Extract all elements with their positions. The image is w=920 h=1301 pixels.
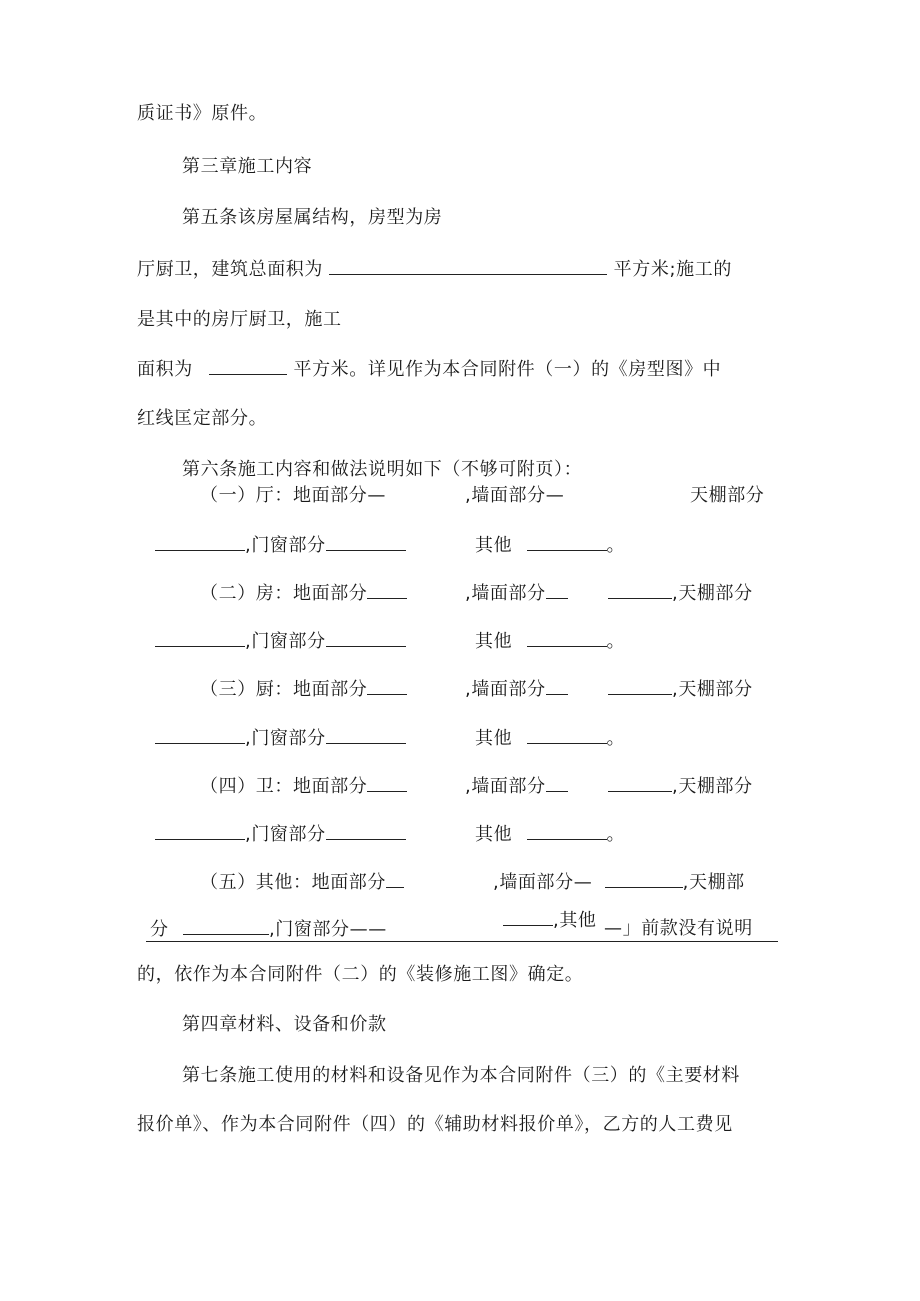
wall-label: ,墙面部分 [465, 679, 546, 700]
other-other-line [503, 909, 597, 932]
bath-floor-line [200, 775, 407, 798]
room-floor-line [200, 582, 407, 605]
blank [367, 678, 407, 695]
blank [546, 775, 568, 792]
bath-ceiling-line [608, 775, 753, 798]
article-five-line: 第五条该房屋属结构，房型为房 [182, 207, 443, 228]
blank [527, 823, 607, 840]
hall-door-line [155, 534, 406, 557]
blank [386, 871, 404, 888]
area-line [137, 258, 732, 281]
end-mark: 。 [606, 631, 626, 652]
wall-label: ,墙面部分 [465, 776, 546, 797]
hall-other-line [475, 534, 625, 557]
door-label: ,门窗部分 [245, 631, 326, 652]
other-label: 其他 [475, 535, 513, 556]
kitchen-wall-line [465, 678, 568, 701]
end-mark: 。 [606, 824, 626, 845]
other-label: 其他 [475, 824, 513, 845]
blank [155, 630, 245, 647]
end-mark: 。 [606, 535, 626, 556]
chapter-heading: 第三章施工内容 [182, 156, 313, 177]
hall-wall-label: ,墙面部分— [465, 485, 565, 506]
bath-other-line [475, 823, 625, 846]
other-label: 其他 [475, 728, 513, 749]
underline-rule [146, 941, 778, 942]
door-label: ,门窗部分 [245, 824, 326, 845]
wall-label: ,墙面部分 [465, 583, 546, 604]
construction-area-blank [209, 358, 287, 375]
blank [326, 534, 406, 551]
blank [367, 775, 407, 792]
other-wall-line [493, 871, 745, 894]
door-label: ,门窗部分—— [268, 919, 387, 940]
ceiling-label: ,天棚部分 [672, 583, 753, 604]
hall-ceiling-label: 天棚部分 [690, 485, 765, 506]
blank [326, 823, 406, 840]
kitchen-door-line [155, 727, 406, 750]
room-wall-line [465, 582, 568, 605]
article-six-line: 第六条施工内容和做法说明如下（不够可附页）： [182, 459, 583, 480]
blank [546, 678, 568, 695]
other-door-line [150, 918, 387, 941]
text-line: 的，依作为本合同附件（二）的《装修施工图》确定。 [137, 964, 584, 985]
blank [155, 823, 245, 840]
construction-area-line [137, 358, 721, 381]
blank [155, 727, 245, 744]
blank [503, 909, 553, 926]
blank [605, 871, 683, 888]
total-area-blank [329, 258, 607, 275]
kitchen-other-line [475, 727, 625, 750]
other-tail-text: —」前款没有说明 [604, 918, 753, 939]
text-line: 是其中的房厅厨卫，施工 [137, 309, 342, 330]
ceiling-label: ,天棚部分 [672, 776, 753, 797]
text-segment: 平方米。详见作为本合同附件（一）的《房型图》中 [293, 359, 722, 380]
ceiling-label: ,天棚部分 [672, 679, 753, 700]
end-mark: 。 [606, 728, 626, 749]
text-line: 红线匡定部分。 [137, 408, 268, 429]
blank [183, 918, 269, 935]
room-other-line [475, 630, 625, 653]
blank [326, 630, 406, 647]
text-line: 质证书》原件。 [137, 103, 268, 124]
room-ceiling-line [608, 582, 753, 605]
blank [367, 582, 407, 599]
blank [527, 534, 607, 551]
other-label: ,其他 [553, 910, 597, 931]
ceiling-label: ,天棚部 [682, 872, 745, 893]
kitchen-floor-line [200, 678, 407, 701]
bath-door-line [155, 823, 406, 846]
blank [546, 582, 568, 599]
room-door-line [155, 630, 406, 653]
blank [155, 534, 245, 551]
floor-label: （二）房：地面部分 [200, 583, 368, 604]
text-segment: 面积为 [137, 359, 193, 380]
other-label: 其他 [475, 631, 513, 652]
floor-label: （四）卫：地面部分 [200, 776, 368, 797]
kitchen-ceiling-line [608, 678, 753, 701]
other-floor-line [200, 871, 404, 894]
bath-wall-line [465, 775, 568, 798]
door-label: ,门窗部分 [245, 728, 326, 749]
text-segment: 厅厨卫，建筑总面积为 [137, 259, 323, 280]
chapter-heading: 第四章材料、设备和价款 [182, 1014, 387, 1035]
blank [527, 630, 607, 647]
text-segment: 平方米;施工的 [613, 259, 732, 280]
blank [527, 727, 607, 744]
floor-label: （五）其他：地面部分 [200, 872, 386, 893]
wall-label: ,墙面部分— [493, 872, 593, 893]
door-label: ,门窗部分 [245, 535, 326, 556]
blank [326, 727, 406, 744]
blank [608, 582, 672, 599]
text-line: 报价单》、作为本合同附件（四）的《辅助材料报价单》，乙方的人工费见 [137, 1114, 733, 1135]
blank [608, 775, 672, 792]
fen-label: 分 [150, 919, 169, 940]
blank [608, 678, 672, 695]
floor-label: （三）厨：地面部分 [200, 679, 368, 700]
hall-floor-label: （一）厅：地面部分— [200, 485, 386, 506]
article-seven-line: 第七条施工使用的材料和设备见作为本合同附件（三）的《主要材料 [182, 1065, 740, 1086]
